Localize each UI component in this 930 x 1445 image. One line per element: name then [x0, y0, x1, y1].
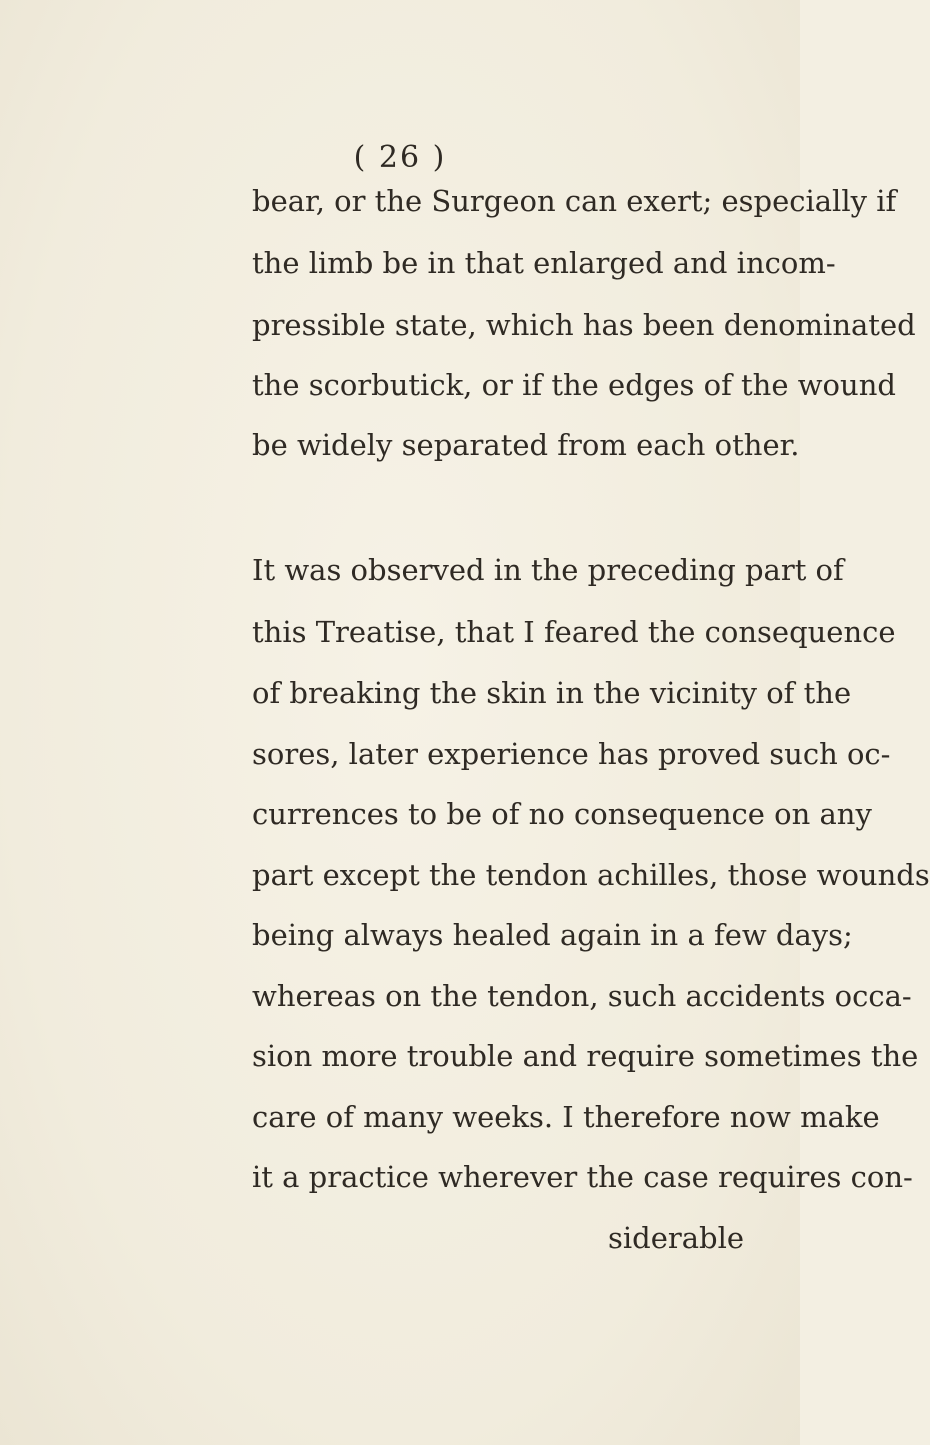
text-line: bear, or the Surgeon can exert; especially if: [252, 184, 897, 218]
text-line: sores, later experience has proved such oc-: [252, 737, 891, 771]
text-line: be widely separated from each other.: [252, 428, 800, 462]
text-line: the scorbutick, or if the edges of the wound: [252, 368, 896, 402]
text-line: sion more trouble and require sometimes the: [252, 1039, 919, 1073]
text-line: this Treatise, that I feared the consequence: [252, 615, 896, 649]
text-line: It was observed in the preceding part of: [252, 553, 844, 587]
text-line: it a practice wherever the case requires con-: [252, 1160, 913, 1194]
text-line: currences to be of no consequence on any: [252, 797, 872, 831]
text-line: pressible state, which has been denominated: [252, 308, 916, 342]
text-line: whereas on the tendon, such accidents occa-: [252, 979, 912, 1013]
page-number: ( 26 ): [353, 140, 447, 175]
text-line: care of many weeks. I therefore now make: [252, 1100, 880, 1134]
catchword: siderable: [608, 1221, 745, 1255]
text-line: the limb be in that enlarged and incom-: [252, 246, 836, 280]
text-line: being always healed again in a few days;: [252, 918, 853, 952]
text-line: of breaking the skin in the vicinity of the: [252, 676, 852, 710]
text-line: part except the tendon achilles, those wounds: [252, 858, 930, 892]
